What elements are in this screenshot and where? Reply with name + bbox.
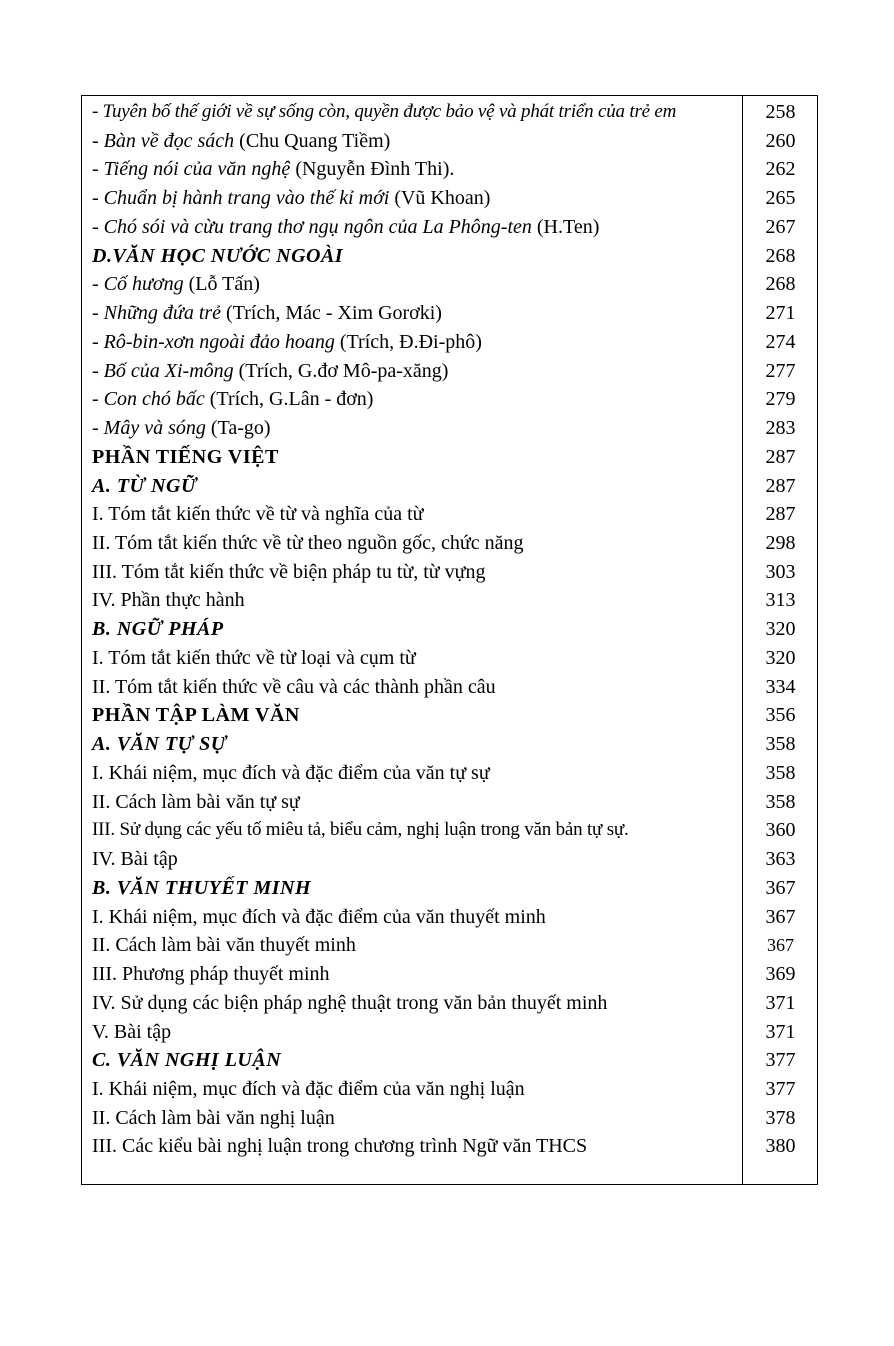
toc-page-number: 363 [765, 848, 796, 871]
toc-page-number: 271 [765, 302, 796, 325]
toc-page-number: 258 [765, 101, 796, 123]
work-title: - Tuyên bố thế giới về sự sống còn, quyền được bảo vệ và phát triển của trẻ em [92, 101, 677, 122]
toc-entry-title: II. Tóm tắt kiến thức về từ theo nguồn gốc, chức năng [92, 532, 524, 555]
toc-page-number: 358 [765, 761, 796, 784]
toc-entry-title: I. Khái niệm, mục đích và đặc điểm của văn nghị luận [92, 1077, 525, 1100]
toc-page-number: 358 [765, 790, 796, 813]
toc-page-number: 279 [765, 388, 796, 411]
toc-entry-title: D.VĂN HỌC NƯỚC NGOÀI [92, 244, 344, 267]
toc-entry [82, 673, 817, 702]
toc-subsection-heading [82, 1046, 817, 1075]
toc-page-number: 267 [765, 215, 796, 238]
toc-page-number: 380 [765, 1135, 796, 1158]
toc-entry [82, 213, 817, 242]
toc-entry [82, 270, 817, 299]
toc-entry [82, 1075, 817, 1104]
work-author: (Lỗ Tấn) [183, 273, 260, 296]
work-author: (Ta-go) [205, 417, 271, 440]
toc-entry [82, 816, 817, 845]
toc-page-number: 287 [765, 474, 796, 497]
toc-section-heading [82, 701, 817, 730]
toc-entry-title: II. Cách làm bài văn nghị luận [92, 1106, 335, 1129]
toc-entry-title: III. Các kiểu bài nghị luận trong chương trình Ngữ văn THCS [92, 1135, 588, 1158]
toc-page-number: 377 [765, 1049, 796, 1072]
toc-entry [82, 989, 817, 1018]
toc-entry-title [92, 127, 740, 155]
work-title: - Con chó bấc [92, 388, 205, 411]
toc-entry [82, 759, 817, 788]
toc-entry [82, 357, 817, 386]
toc-subsection-heading [82, 874, 817, 903]
toc-entry [82, 931, 817, 960]
toc-entry [82, 845, 817, 874]
toc-rows [82, 98, 817, 1161]
toc-page-number: 320 [765, 646, 796, 669]
toc-entry [82, 414, 817, 443]
toc-page-number: 277 [765, 359, 796, 382]
work-title: - Bàn về đọc sách [92, 129, 235, 152]
toc-page-number: 283 [765, 417, 796, 440]
toc-page-number: 377 [765, 1077, 796, 1100]
toc-entry-title [92, 155, 740, 183]
toc-page-number: 334 [765, 675, 796, 698]
toc-page-number: 371 [765, 1020, 796, 1043]
toc-entry-title: A. TỪ NGỮ [92, 474, 197, 497]
toc-table [81, 95, 818, 1185]
toc-entry-title [92, 184, 740, 212]
toc-entry-title: II. Tóm tắt kiến thức về câu và các thành phần câu [92, 675, 496, 698]
toc-entry [82, 1104, 817, 1133]
toc-entry-title: I. Khái niệm, mục đích và đặc điểm của văn thuyết minh [92, 905, 546, 928]
toc-entry-title: PHẦN TIẾNG VIỆT [92, 445, 279, 468]
toc-entry-title: I. Tóm tắt kiến thức về từ loại và cụm từ [92, 646, 416, 669]
toc-page-number: 360 [765, 819, 796, 842]
toc-entry-title [92, 328, 740, 356]
toc-entry [82, 558, 817, 587]
toc-entry-title [92, 98, 740, 126]
toc-page-number: 367 [767, 935, 794, 956]
toc-page-number: 268 [765, 273, 796, 296]
toc-entry-title: II. Cách làm bài văn thuyết minh [92, 934, 356, 957]
work-title: - Chó sói và cừu trang thơ ngụ ngôn của La Phông-ten [92, 215, 532, 238]
toc-entry-title [92, 213, 740, 241]
toc-entry [82, 529, 817, 558]
work-title: - Những đứa trẻ [92, 302, 222, 325]
toc-page-number: 303 [765, 560, 796, 583]
toc-entry-title: I. Tóm tắt kiến thức về từ và nghĩa của từ [92, 503, 424, 526]
toc-page-number: 378 [765, 1106, 796, 1129]
toc-page-number: 367 [765, 905, 796, 928]
work-author: (Vũ Khoan) [389, 187, 491, 210]
toc-entry [82, 127, 817, 156]
toc-entry [82, 385, 817, 414]
toc-entry-title [92, 357, 740, 385]
toc-entry [82, 788, 817, 817]
work-author: (Chu Quang Tiềm) [234, 129, 391, 152]
toc-entry-title [92, 299, 740, 327]
toc-page-number: 367 [765, 876, 796, 899]
toc-entry [82, 644, 817, 673]
toc-entry-title: IV. Sử dụng các biện pháp nghệ thuật trong văn bản thuyết minh [92, 991, 608, 1014]
toc-page-number: 358 [765, 733, 796, 756]
toc-entry-title: V. Bài tập [92, 1020, 172, 1043]
toc-page-number: 356 [765, 704, 796, 727]
toc-entry [82, 184, 817, 213]
toc-entry-title: IV. Phần thực hành [92, 589, 245, 612]
toc-entry-title: III. Tóm tắt kiến thức về biện pháp tu từ, từ vựng [92, 560, 486, 583]
work-title: - Mây và sóng [92, 417, 206, 440]
work-author: (Trích, G.Lân - đơn) [204, 388, 374, 411]
toc-page-number: 313 [765, 589, 796, 612]
toc-entry-title: II. Cách làm bài văn tự sự [92, 790, 300, 813]
toc-entry-title: III. Sử dụng các yếu tố miêu tả, biểu cảm, nghị luận trong văn bản tự sự. [92, 819, 629, 841]
toc-subsection-heading [82, 730, 817, 759]
toc-entry-title: IV. Bài tập [92, 848, 178, 871]
toc-entry-title [92, 414, 740, 442]
toc-entry [82, 586, 817, 615]
toc-entry [82, 500, 817, 529]
toc-entry-title: B. VĂN THUYẾT MINH [92, 876, 312, 899]
work-author: (Trích, Đ.Đi-phô) [334, 330, 482, 353]
toc-entry-title: III. Phương pháp thuyết minh [92, 963, 330, 986]
toc-subsection-heading [82, 615, 817, 644]
toc-entry-title [92, 270, 740, 298]
toc-page-number: 320 [765, 618, 796, 641]
toc-entry [82, 1018, 817, 1047]
toc-page-number: 268 [765, 244, 796, 267]
work-author: (Trích, G.đơ Mô-pa-xăng) [233, 359, 449, 382]
toc-page-number: 298 [765, 532, 796, 555]
toc-page-number: 287 [765, 445, 796, 468]
toc-entry [82, 328, 817, 357]
toc-entry [82, 98, 817, 127]
toc-entry [82, 155, 817, 184]
toc-entry-title [92, 385, 740, 413]
work-title: - Cố hương [92, 273, 184, 296]
work-title: - Tiếng nói của văn nghệ [92, 158, 291, 181]
toc-page-number: 265 [765, 187, 796, 210]
work-title: - Chuẩn bị hành trang vào thế kỉ mới [92, 187, 390, 210]
toc-entry-title: C. VĂN NGHỊ LUẬN [92, 1049, 282, 1072]
toc-entry [82, 1132, 817, 1161]
toc-page-number: 274 [765, 330, 796, 353]
toc-entry-title: I. Khái niệm, mục đích và đặc điểm của văn tự sự [92, 761, 490, 784]
toc-page-number: 369 [765, 963, 796, 986]
toc-subsection-heading [82, 242, 817, 271]
toc-page-number: 260 [765, 129, 796, 152]
toc-subsection-heading [82, 472, 817, 501]
toc-page-number: 371 [765, 991, 796, 1014]
toc-entry [82, 903, 817, 932]
toc-entry-title: A. VĂN TỰ SỰ [92, 733, 227, 756]
toc-page-number: 262 [765, 158, 796, 181]
toc-section-heading [82, 443, 817, 472]
toc-entry-title: B. NGỮ PHÁP [92, 618, 224, 641]
toc-page-number: 287 [765, 503, 796, 526]
toc-entry [82, 960, 817, 989]
toc-entry-title: PHẦN TẬP LÀM VĂN [92, 704, 300, 727]
work-author: (Trích, Mác - Xim Gorơki) [221, 302, 442, 325]
work-title: - Bố của Xi-mông [92, 359, 234, 382]
work-title: - Rô-bin-xơn ngoài đảo hoang [92, 330, 335, 353]
toc-entry [82, 299, 817, 328]
work-author: (Nguyễn Đình Thi). [290, 158, 455, 181]
work-author: (H.Ten) [531, 215, 600, 238]
